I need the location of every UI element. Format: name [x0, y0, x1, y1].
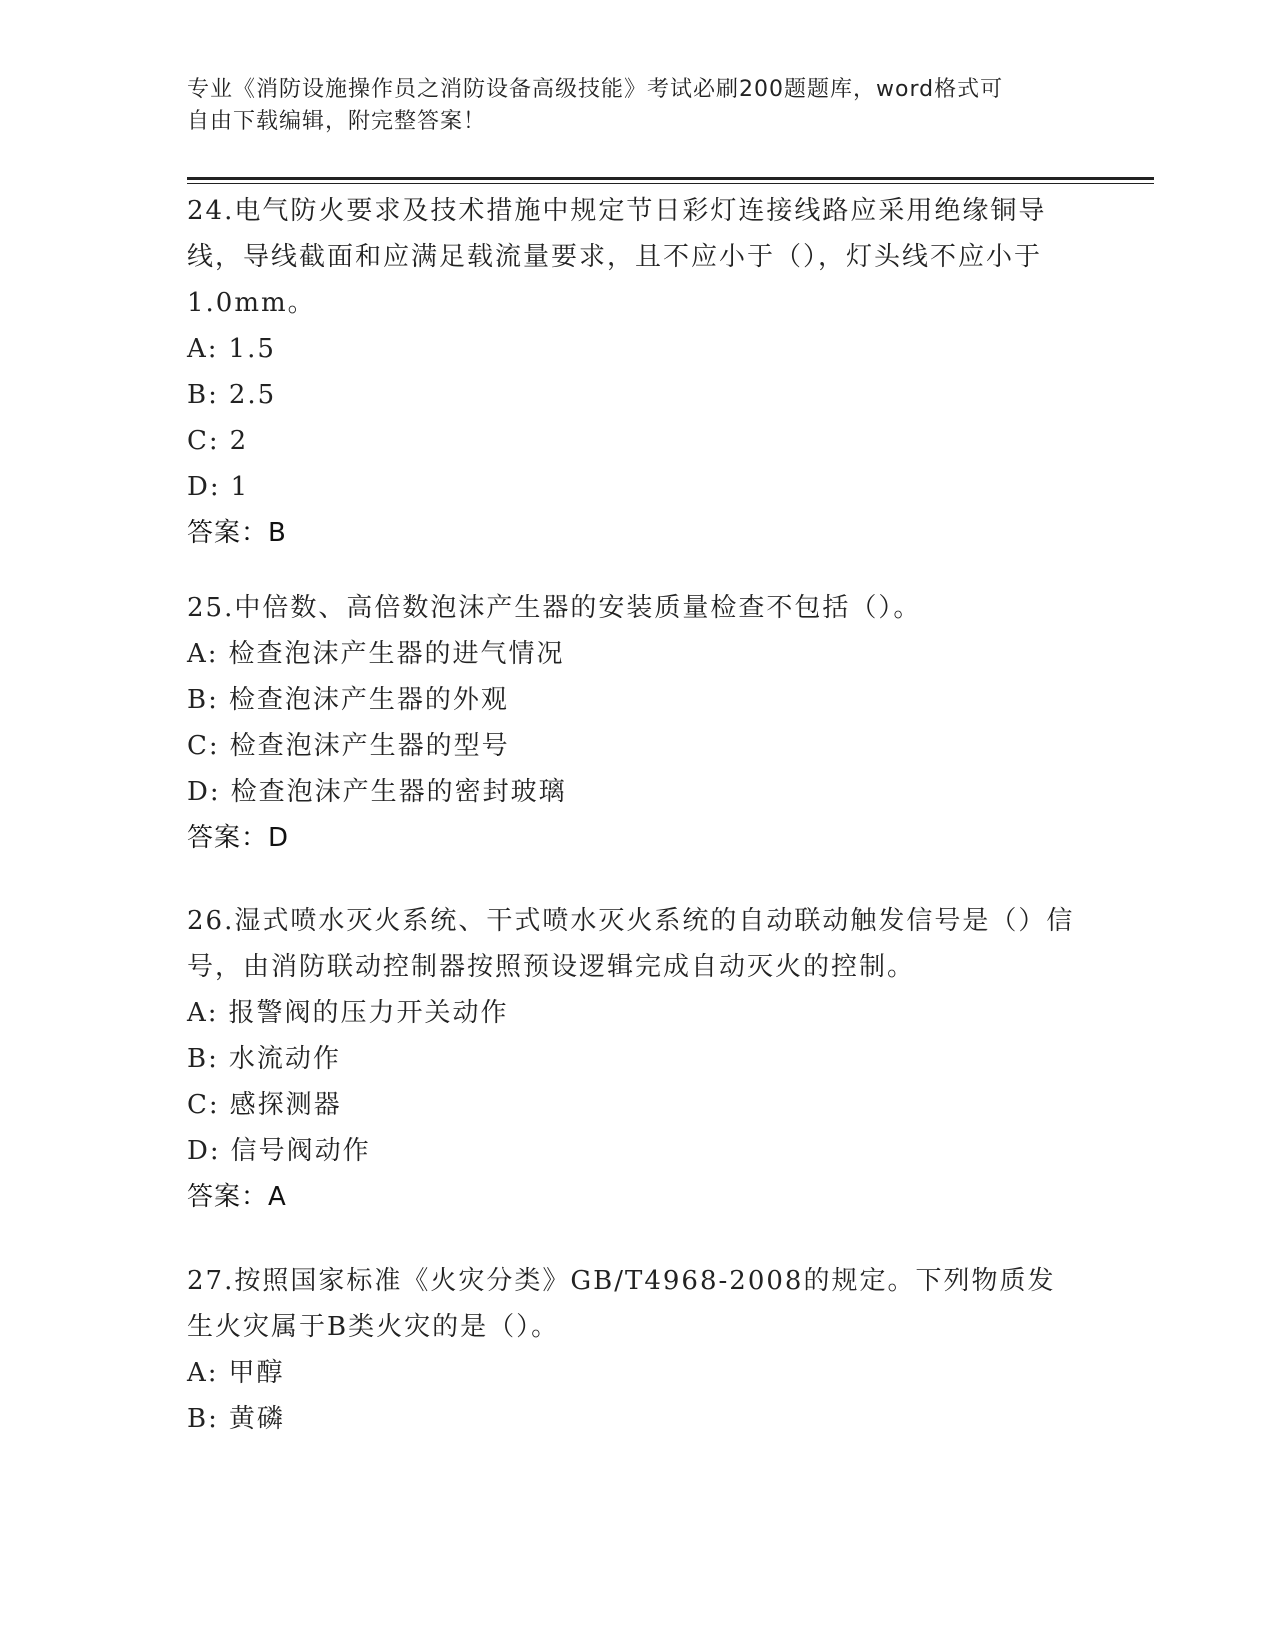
option-letter: C: — [187, 426, 220, 456]
option-a — [187, 631, 1087, 677]
option-text: 2.5 — [228, 380, 277, 410]
option-a — [187, 990, 1087, 1036]
option-d — [187, 464, 1087, 510]
option-b — [187, 1036, 1087, 1082]
question-stem: 24.电气防火要求及技术措施中规定节日彩灯连接线路应采用绝缘铜导线，导线截面和应满足载流量要求，且不应小于（），灯头线不应小于1.0mm。 — [187, 196, 1047, 318]
option-letter: C: — [187, 731, 220, 761]
option-text: 感探测器 — [229, 1090, 342, 1120]
question-26 — [187, 898, 1087, 1220]
option-text: 2 — [229, 426, 249, 456]
option-text: 水流动作 — [228, 1044, 341, 1074]
header-divider-thin — [187, 183, 1154, 184]
option-a — [187, 326, 1087, 372]
question-25 — [187, 585, 1087, 861]
header-line-1: 专业《消防设施操作员之消防设备高级技能》考试必刷200题题库，word格式可 — [187, 77, 1004, 102]
question-stem: 26.湿式喷水灭火系统、干式喷水灭火系统的自动联动触发信号是（）信号，由消防联动控制器按照预设逻辑完成自动灭火的控制。 — [187, 906, 1075, 982]
option-text: 检查泡沫产生器的外观 — [228, 685, 509, 715]
option-letter: A: — [187, 998, 219, 1028]
answer-line: 答案：A — [187, 1182, 287, 1212]
option-c — [187, 418, 1087, 464]
option-letter: D: — [187, 472, 221, 502]
option-letter: A: — [187, 334, 219, 364]
question-27 — [187, 1258, 1087, 1442]
option-d — [187, 1128, 1087, 1174]
option-letter: B: — [187, 1044, 219, 1074]
option-text: 信号阀动作 — [230, 1136, 371, 1166]
option-text: 黄磷 — [228, 1404, 285, 1434]
option-text: 检查泡沫产生器的密封玻璃 — [230, 777, 567, 807]
option-letter: B: — [187, 685, 219, 715]
document-header — [187, 74, 1067, 138]
option-letter: A: — [187, 1358, 219, 1388]
option-text: 检查泡沫产生器的进气情况 — [228, 639, 565, 669]
header-line-2: 自由下载编辑，附完整答案！ — [187, 109, 487, 134]
option-b — [187, 1396, 1087, 1442]
option-letter: C: — [187, 1090, 220, 1120]
question-stem: 25.中倍数、高倍数泡沫产生器的安装质量检查不包括（）。 — [187, 593, 922, 623]
header-divider-thick — [187, 177, 1154, 180]
option-b — [187, 677, 1087, 723]
option-letter: B: — [187, 1404, 219, 1434]
option-text: 检查泡沫产生器的型号 — [229, 731, 510, 761]
option-c — [187, 723, 1087, 769]
question-stem: 27.按照国家标准《火灾分类》GB/T4968-2008的规定。下列物质发生火灾属于B类火灾的是（）。 — [187, 1266, 1056, 1342]
answer-line: 答案：B — [187, 518, 287, 548]
option-letter: B: — [187, 380, 219, 410]
option-d — [187, 769, 1087, 815]
option-text: 甲醇 — [228, 1358, 285, 1388]
option-text: 1.5 — [228, 334, 276, 364]
option-letter: D: — [187, 1136, 221, 1166]
option-letter: D: — [187, 777, 221, 807]
option-b — [187, 372, 1087, 418]
option-a — [187, 1350, 1087, 1396]
answer-line: 答案：D — [187, 823, 290, 853]
option-text: 1 — [230, 472, 250, 502]
question-24 — [187, 188, 1087, 556]
option-text: 报警阀的压力开关动作 — [228, 998, 509, 1028]
option-letter: A: — [187, 639, 219, 669]
option-c — [187, 1082, 1087, 1128]
